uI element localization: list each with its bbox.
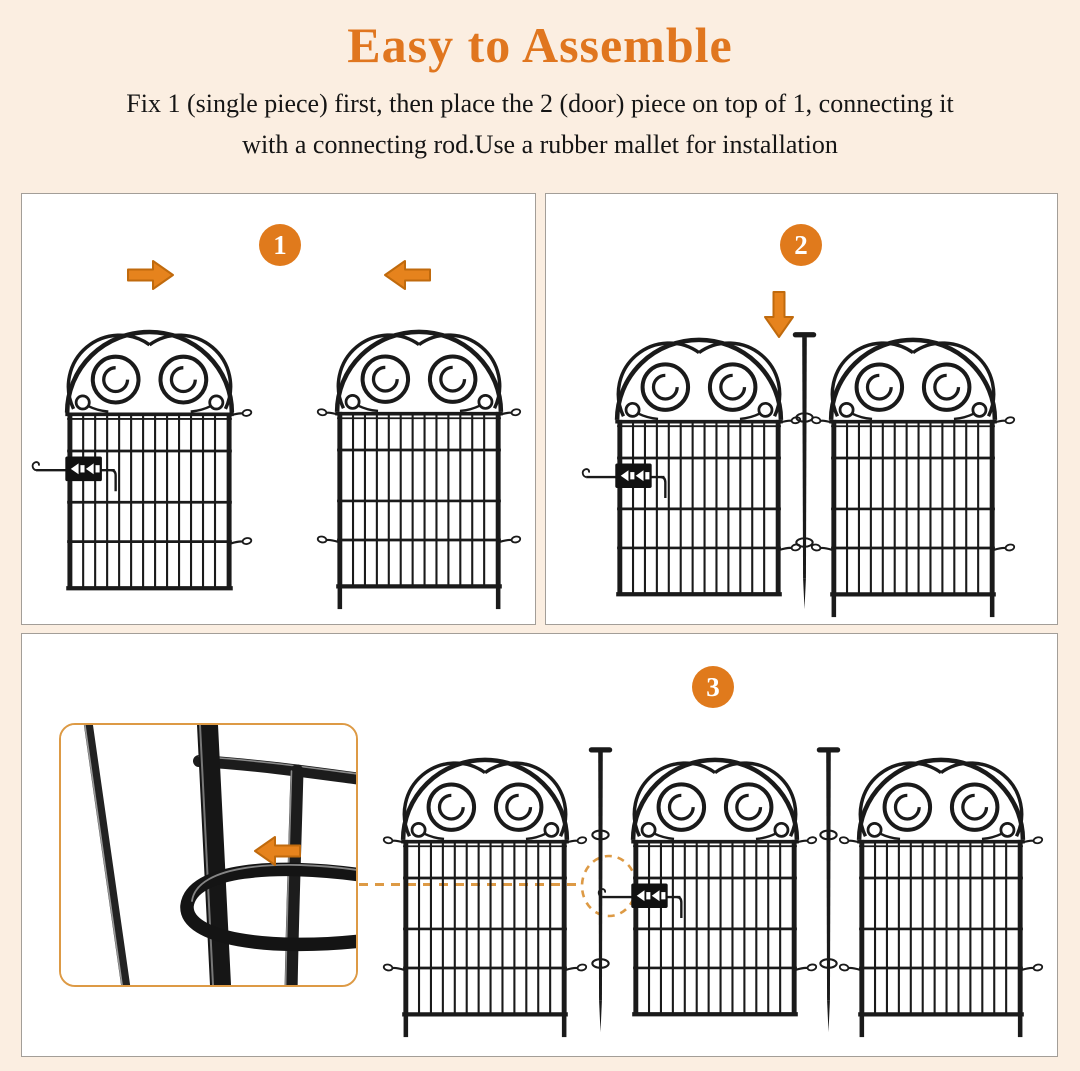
detail-inset	[59, 723, 358, 987]
step-3-number: 3	[706, 671, 720, 702]
step-2-panel	[545, 193, 1058, 625]
fence-door-panel-illustration	[608, 329, 790, 597]
fence-door-panel-illustration	[624, 749, 806, 1017]
fence-single-panel-illustration	[328, 321, 510, 610]
connecting-rod-illustration	[589, 746, 612, 1036]
step-3-badge	[692, 666, 734, 708]
rod-hook-closeup-photo	[61, 725, 356, 985]
step-1-badge	[259, 224, 301, 266]
fence-single-panel-illustration	[850, 749, 1032, 1038]
step-2-number: 2	[794, 229, 808, 260]
arrow-right-icon	[128, 260, 174, 290]
subtitle	[0, 83, 1080, 165]
subtitle-line-1: Fix 1 (single piece) first, then place the 2 (door) piece on top of 1, connecting it	[126, 89, 954, 118]
step-1-number: 1	[273, 229, 287, 260]
fence-door-panel-illustration	[58, 321, 241, 591]
fence-single-panel-illustration	[394, 749, 576, 1038]
step-2-badge	[780, 224, 822, 266]
fence-single-panel-illustration	[822, 329, 1004, 618]
step-3-panel	[21, 633, 1058, 1057]
arrow-left-icon	[384, 260, 430, 290]
subtitle-line-2: with a connecting rod.Use a rubber mallet for installation	[242, 130, 838, 159]
page-title: Easy to Assemble	[347, 17, 733, 73]
arrow-left-icon	[254, 836, 300, 866]
header	[0, 0, 1080, 165]
step-1-panel	[21, 193, 536, 625]
connecting-rod-illustration	[793, 331, 816, 613]
connecting-rod-illustration	[817, 746, 840, 1036]
